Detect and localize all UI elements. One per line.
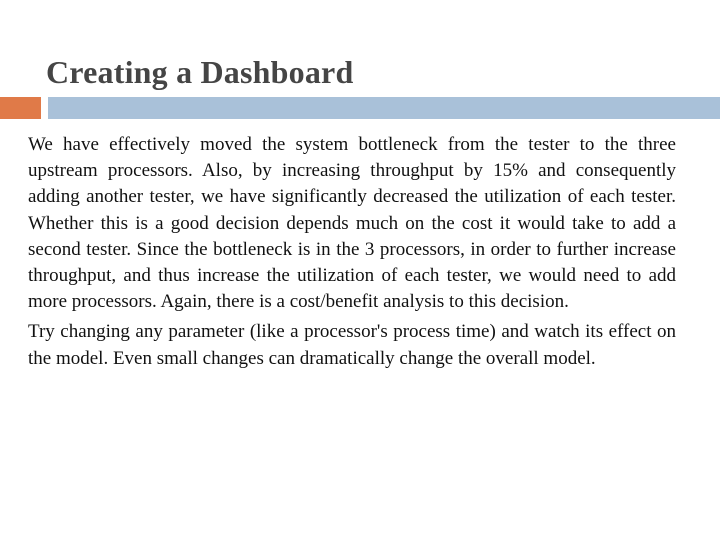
body-paragraph-2: Try changing any parameter (like a processor's process time) and watch its effect on the model. Even small changes can dramatically change the overall model.: [28, 321, 676, 369]
slide-body: [28, 132, 676, 376]
title-rule-accent: [0, 97, 41, 119]
title-rule-bar: [48, 97, 720, 119]
title-underline: [0, 97, 720, 119]
body-paragraph-1: We have effectively moved the system bottleneck from the tester to the three upstream processors. Also, by increasing throughput by 15% and consequently adding another tester, we have significantly decreased the utilization of each tester. Whether this is a good decision depends much on the cost it would take to add a second tester. Since the bottleneck is in the 3 processors, in order to further increase throughput, and thus increase the utilization of each tester, we would need to add more processors. Again, there is a cost/benefit analysis to this decision.: [28, 134, 676, 313]
slide-title: Creating a Dashboard: [46, 54, 354, 90]
